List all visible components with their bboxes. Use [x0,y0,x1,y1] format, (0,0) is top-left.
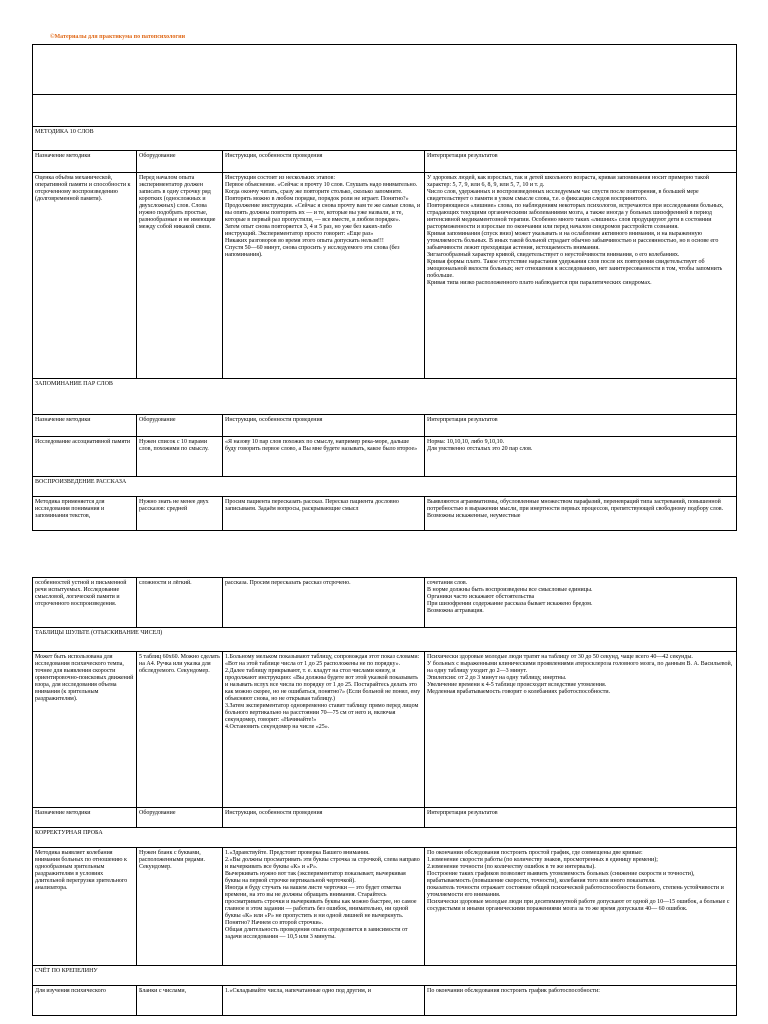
instruction-cell: 1.«Складывайте числа, напечатанные одно под другим, и [223,986,425,1016]
method-row [33,652,737,808]
section-proofreading-test [33,828,737,848]
interpretation-cell: Норма: 10,10,10, либо 9,10,10. Для умственно отсталых это 20 пар слов. [425,437,737,477]
interpretation-cell: У здоровых людей, как взрослых, так и детей школьного возраста, кривая запоминания носит примерно такой характер: 5, 7, 9, или 6, 8, 9, или 5, 7, 10 и т. д. Число слов, удержанных и воспроизведенных исследуемым час спустя после повторения, в большей мере свидетельствует о памяти в узком смысле слова, т.е. о фиксации следов воспринятого. Повторяющиеся «лишние» слова, по наблюдениям некоторых психологов, встречаются при исследовании больных, страдающих текущими органическими заболеваниями мозга, а также иногда у больных шизофренией в период интенсивной медикаментозной терапии. Особенно много таких «лишних» слов продуцируют дети в состоянии расторможенности и взрослые по окончании или перед началом синдромов расстройств сознания. Кривая запоминания (спуск вниз) может указывать и на ослабление активного внимания, и на выраженную утомляемость больных. В иных такой больной страдает обычно забывчивостью и рассеянностью, но в основе его забывчивости лежит преходящая астения, истощаемость внимания. Зигзагообразный характер кривой, свидетельствует о неустойчивости внимания, о его колебаниях. Кривая формы плато. Такое отсутствие нарастания удержания слов после их повторения свидетельствует об эмоциональной вялости больных; нет отношения к исследованию, нет заинтересованности в том, чтобы запомнить побольше. Кривая типа низко расположенного плато наблюдается при паралитических синдромах. [425,173,737,379]
section-paired-words [33,379,737,415]
page2-table [32,577,737,1016]
purpose-cell: Исследование ассоциативной памяти [33,437,137,477]
col-header-equipment: Оборудование [137,808,223,828]
col-header-purpose: Назначение методики [33,151,137,173]
section-title: МЕТОДИКА 10 СЛОВ [33,127,737,151]
page1-table [32,44,737,531]
section-schulte-tables [33,628,737,652]
equipment-cell: 5 таблиц 60х60. Можно сделать на А4. Ручка или указка для обследуемого. Секундомер. [137,652,223,808]
purpose-cell: Методика применяется для исследования понимания и запоминания текстов, [33,497,137,531]
purpose-cell: Методика выявляет колебания внимания больных по отношению к однообразным зрительным раздражителям в условиях длительной перегрузки зрительного анализатора. [33,848,137,966]
interpretation-cell: Выявляются аграмматизмы, обусловленные множеством парафазий, переневраций типа застреваний, повышенной потребностью в выражении мысли, при инертности первых процессов, препятствующей свободному подбору слов. Возможны искаженные, неуместные [425,497,737,531]
method-row [33,497,737,531]
method-row [33,437,737,477]
interpretation-cell: По окончании обследования построить график работоспособности: [425,986,737,1016]
col-header-instruction: Инструкция, особенности проведения [223,415,425,437]
instruction-cell: 1.Больному мельком показывают таблицу, сопровождая этот показ словами: «Вот на этой таблице числа от 1 до 25 расположены не по порядку». 2.Далее таблицу прикрывают, т. е. кладут на стол числами книзу, и продолжают инструкцию: «Вы должны будете вот этой указкой показывать и называть вслух все числа по порядку от 1 до 25. Постарайтесь делать это как можно скорее, но не ошибаться, понятно?» (Если больной не понял, ему объясняют снова, но не открывая таблицу.) 3.Затем экспериментатор одновременно ставит таблицу прямо перед лицом больного вертикально на расстоянии 70—75 см от него и, включая секундомер, говорит: «Начинайте!» 4.Остановить секундомер на числе «25». [223,652,425,808]
instruction-cell: 1.«Здравствуйте. Предстоит проверка Вашего внимания. 2.«Вы должны просматривать эти буквы строчка за строчкой, слева направо и вычеркивать все буквы «К» и «Р». Вычеркивать нужно вот так (экспериментатор показывает, вычеркивая буквы на первой строчке вертикальной черточкой). Иногда я буду стучать на вашем листе черточки — это будет отметка времени, на это вы не должны обращать внимания. Старайтесь просматривать строчки и вычеркивать буквы как можно быстрее, но самое главное в этом задании — работать без ошибок, внимательно, ни одной буквы «К» или «Р» не пропустить и ни одной лишней не вычеркнуть. Понятно? Начнем со второй строчки». Общая длительность проведения опыта определяется в зависимости от задачи исследования — 10,5 или 3 минуты. [223,848,425,966]
equipment-cell: Нужен список с 10 парами слов, похожими по смыслу. [137,437,223,477]
equipment-cell: Перед началом опыта экспериментатор должен записать в одну строчку ряд коротких (односложных и двухсложных) слов. Слова нужно подобрать простые, разнообразные и не имеющие между собой никакой связи. [137,173,223,379]
interpretation-cell: Психически здоровые молодые люди тратят на таблицу от 30 до 50 секунд, чаще всего 40—42 секунды. У больных с выраженными клиническими проявлениями атеросклероза головного мозга, по данным В. А. Васильевой, на одну таблицу уходит до 2—3 минут. Эпилепсия: от 2 до 3 минут на одну таблицу, инертны. Увеличение времени к 4-5 таблице происходит вследствие утомления. Медленная врабатываемость говорит о колебаниях работоспособности. [425,652,737,808]
section-kraepelin-count [33,966,737,986]
col-header-purpose: Назначение методики [33,415,137,437]
section-title: СЧЁТ ПО КРЕПЕЛИНУ [33,966,737,986]
col-header-interpretation: Интерпретация результатов [425,151,737,173]
instruction-cell: «Я назову 10 пар слов похожих по смыслу, например река-море, дальше буду говорить первое слово, а Вы мне будете называть, какое было второе» [223,437,425,477]
interpretation-cell: По окончании обследования построить простой график, где совмещены две кривые: 1.изменение скорости работы (по количеству знаков, просмотренных в единицу времени); 2.изменение точности (по количеству ошибок в те же интервалы). Построение таких графиков позволяет выявить утомляемость больных (снижение скорости и точности), врабатываемость (повышение скорости, точности), колебания того или иного показателя. показатель точности отражает состояние общей психической работоспособности больного, степень устойчивости и утомляемости его внимания. Психически здоровые молодые люди при десятиминутной работе допускают от одной до 10—15 ошибок, а больные с сосудистыми и иными органическими поражениями мозга за то же время допускали 40— 60 ошибок. [425,848,737,966]
section-title: КОРРЕКТУРНАЯ ПРОБА [33,828,737,848]
instruction-cell: Просим пациента пересказать рассказ. Пересказ пациента дословно записываем. Задаём вопросы, раскрывающие смысл [223,497,425,531]
purpose-cell: Для изучения психического [33,986,137,1016]
col-header-purpose: Назначение методики [33,808,137,828]
column-header-row [33,151,737,173]
equipment-cell: Бланки с числами, [137,986,223,1016]
instruction-cell: рассказа. Просим пересказать рассказ отсрочено. [223,578,425,628]
col-header-equipment: Оборудование [137,415,223,437]
blank-row [33,95,737,127]
method-row [33,173,737,379]
method-row [33,986,737,1016]
section-story-recall [33,477,737,497]
method-row [33,578,737,628]
section-title: ТАБЛИЦЫ ШУЛЬТЕ (ОТЫСКИВАНИЕ ЧИСЕЛ) [33,628,737,652]
col-header-interpretation: Интерпретация результатов [425,415,737,437]
col-header-instruction: Инструкция, особенности проведения [223,808,425,828]
section-method-10-words [33,127,737,151]
col-header-equipment: Оборудование [137,151,223,173]
col-header-instruction: Инструкция, особенности проведения [223,151,425,173]
header-link[interactable]: ©Материалы для практикума по патопсихологии [50,34,186,40]
purpose-cell: Оценка объёма механической, оперативной памяти и способности к отсроченному воспроизведению (долговременной памяти). [33,173,137,379]
instruction-cell: Инструкция состоит из нескольких этапов: Первое объяснение. «Сейчас я прочту 10 слов. Слушать надо внимательно. Когда окончу читать, сразу же повторите столько, сколько запомните. Повторять можно в любом порядке, порядок роли не играет. Понятно?» Продолжение инструкции. «Сейчас я снова прочту вам те же самые слова, и вы опять должны повторить их — и те, которые вы уже назвали, и те, которые в первый раз пропустили, — все вместе, в любом порядке». Затем опыт снова повторяется 3, 4 и 5 раз, но уже без каких-либо инструкций. Экспериментатор просто говорит: «Еще раз» Никаких разговоров во время этого опыта допускать нельзя!!! Спустя 50—60 минут, снова спросить у исследуемого эти слова (без напоминания). [223,173,425,379]
interpretation-cell: сочетания слов. В норме должны быть воспроизведены все смысловые единицы. Органики часто искажают обстоятельства При шизофрении содержание рассказа бывает искажено бредом. Возможна аггравация. [425,578,737,628]
purpose-cell: особенностей устной и письменной речи испытуемых. Исследование смысловой, логической памяти и отсроченного воспроизведения. [33,578,137,628]
col-header-interpretation: Интерпретация результатов [425,808,737,828]
section-title: ВОСПРОИЗВЕДЕНИЕ РАССКАЗА [33,477,737,497]
equipment-cell: Нужен бланк с буквами, расположенными рядами. Секундомер. [137,848,223,966]
section-title: ЗАПОМИНАНИЕ ПАР СЛОВ [33,379,737,415]
blank-top-row [33,45,737,95]
column-header-row [33,808,737,828]
purpose-cell: Может быть использована для исследования психического темпа, точнее для выявления скорости ориентировочно-поисковых движений взора, для исследования объема внимания (к зрительным раздражителям). [33,652,137,808]
equipment-cell: сложности и лёгкий. [137,578,223,628]
equipment-cell: Нужно знать не менее двух рассказов: средней [137,497,223,531]
method-row [33,848,737,966]
column-header-row [33,415,737,437]
